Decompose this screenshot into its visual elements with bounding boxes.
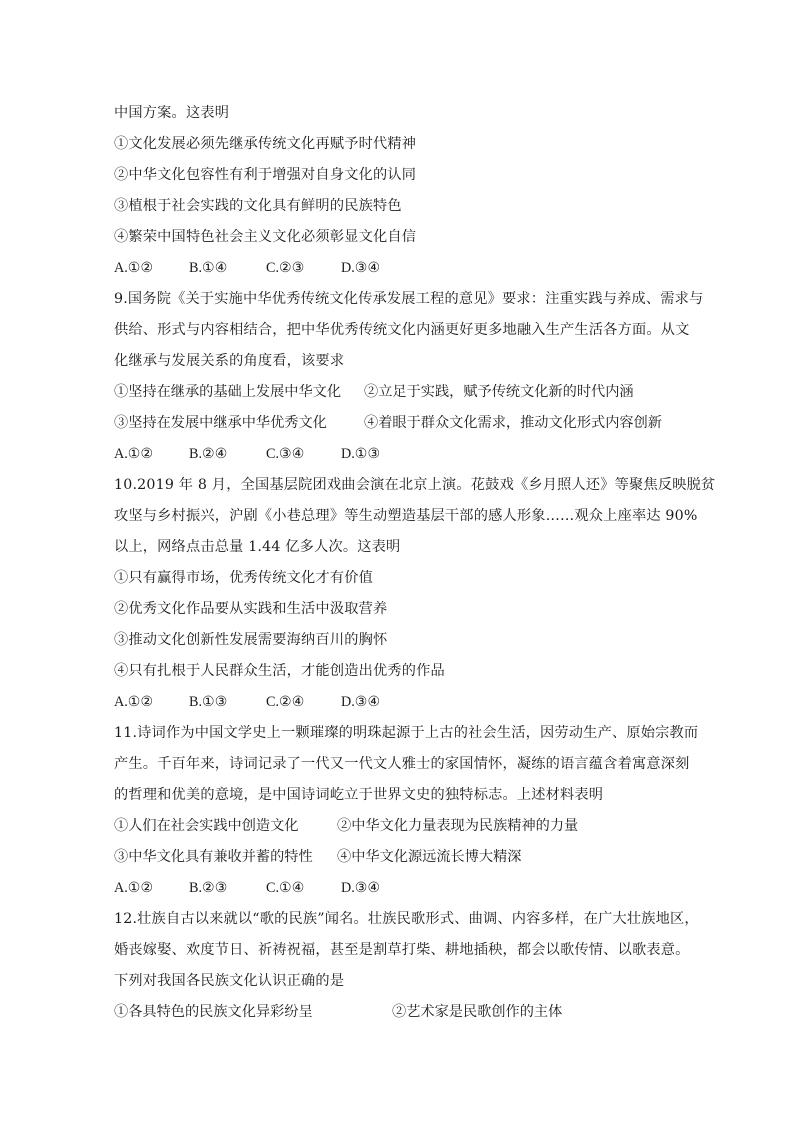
q8-option-3: ③植根于社会实践的文化具有鲜明的民族特色 [114, 198, 402, 214]
q8-choice-b: B.①④ [189, 260, 228, 276]
q11-stem-line-1: 11.诗词作为中国文学史上一颗璀璨的明珠起源于上古的社会生活，因劳动生产、原始宗教而 [114, 725, 699, 741]
q12-stem-line-2: 婚丧嫁娶、欢度节日、祈祷祝福，甚至是割草打柴、耕地插秧，都会以歌传情、以歌表意。 [114, 942, 690, 958]
q9-choice-c: C.③④ [266, 446, 305, 462]
q9-stem-line-3: 化继承与发展关系的角度看，该要求 [114, 353, 345, 369]
q8-choice-a: A.①② [114, 260, 154, 276]
q8-stem-tail: 中国方案。这表明 [114, 105, 230, 121]
q9-option-3: ③坚持在发展中继承中华优秀文化 [114, 415, 327, 431]
q12-stem-line-1: 12.壮族自古以来就以“歌的民族”闻名。壮族民歌形式、曲调、内容多样，在广大壮族地区， [114, 911, 699, 927]
q9-option-2: ②立足于实践，赋予传统文化新的时代内涵 [364, 384, 634, 400]
q9-option-4: ④着眼于群众文化需求，推动文化形式内容创新 [364, 415, 662, 431]
q12-stem-line-3: 下列对我国各民族文化认识正确的是 [114, 973, 345, 989]
q12-option-1: ①各具特色的民族文化异彩纷呈 [114, 1004, 313, 1020]
q11-stem-line-2: 产生。千百年来，诗词记录了一代又一代文人雅士的家国情怀，凝练的语言蕴含着寓意深刻 [114, 756, 690, 772]
q9-stem-line-2: 供给、形式与内容相结合，把中华优秀传统文化内涵更好更多地融入生产生活各方面。从文 [114, 322, 690, 338]
q11-option-1: ①人们在社会实践中创造文化 [114, 818, 299, 834]
q9-stem-line-1: 9.国务院《关于实施中华优秀传统文化传承发展工程的意见》要求：注重实践与养成、需求与 [114, 291, 704, 307]
q10-option-3: ③推动文化创新性发展需要海纳百川的胸怀 [114, 632, 388, 648]
q11-option-2: ②中华文化力量表现为民族精神的力量 [337, 818, 579, 834]
q8-choice-d: D.③④ [341, 260, 381, 276]
q9-option-1: ①坚持在继承的基础上发展中华文化 [114, 384, 342, 400]
q11-choice-c: C.①④ [266, 880, 305, 896]
q10-choice-a: A.①② [114, 694, 154, 710]
q10-choice-c: C.②④ [266, 694, 305, 710]
q11-option-4: ④中华文化源远流长博大精深 [337, 849, 522, 865]
q9-choice-a: A.①② [114, 446, 154, 462]
q10-option-4: ④只有扎根于人民群众生活，才能创造出优秀的作品 [114, 663, 445, 679]
q11-choice-a: A.①② [114, 880, 154, 896]
q10-choice-d: D.③④ [341, 694, 381, 710]
q10-choice-b: B.①③ [189, 694, 228, 710]
q11-option-3: ③中华文化具有兼收并蓄的特性 [114, 849, 313, 865]
q9-choice-d: D.①③ [341, 446, 381, 462]
q12-option-2: ②艺术家是民歌创作的主体 [392, 1004, 563, 1020]
q8-option-4: ④繁荣中国特色社会主义文化必须彰显文化自信 [114, 229, 417, 245]
q10-stem-line-2: 攻坚与乡村振兴，沪剧《小巷总理》等生动塑造基层干部的感人形象……观众上座率达 90% [114, 508, 698, 524]
q11-stem-line-3: 的哲理和优美的意境，是中国诗词屹立于世界文史的独特标志。上述材料表明 [114, 787, 604, 803]
q10-stem-line-1: 10.2019 年 8 月，全国基层院团戏曲会演在北京上演。花鼓戏《乡月照人还》等聚焦反映脱贫 [114, 477, 716, 493]
q11-choice-d: D.③④ [341, 880, 381, 896]
q9-choice-b: B.②④ [189, 446, 228, 462]
q11-choice-b: B.②③ [189, 880, 228, 896]
q10-option-1: ①只有赢得市场，优秀传统文化才有价值 [114, 570, 373, 586]
q8-choice-c: C.②③ [266, 260, 305, 276]
q8-option-1: ①文化发展必须先继承传统文化再赋予时代精神 [114, 136, 417, 152]
q8-option-2: ②中华文化包容性有利于增强对自身文化的认同 [114, 167, 417, 183]
q10-stem-line-3: 以上，网络点击总量 1.44 亿多人次。这表明 [114, 539, 401, 555]
q10-option-2: ②优秀文化作品要从实践和生活中汲取营养 [114, 601, 388, 617]
